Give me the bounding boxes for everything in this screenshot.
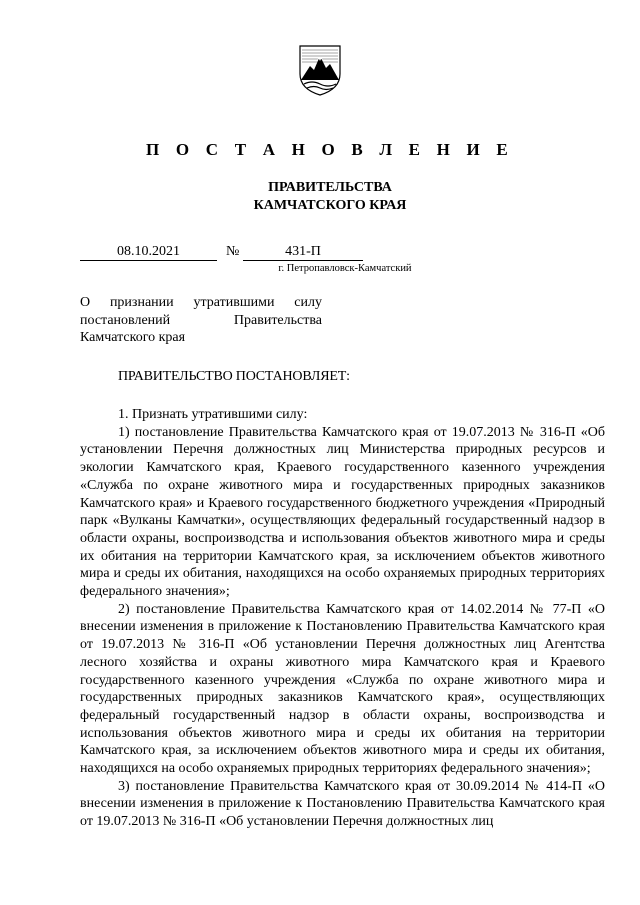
subject-line-3: Камчатского края bbox=[80, 330, 186, 345]
document-heading: П О С Т А Н О В Л Е Н И Е bbox=[146, 140, 514, 159]
document-date: 08.10.2021 bbox=[80, 243, 217, 261]
document-body bbox=[80, 406, 605, 831]
paragraph: 2) постановление Правительства Камчатского края от 14.02.2014 № 77-П «О внесении изменения в приложение к Постановлению Правительства Камчатского края от 19.07.2013 № 316-П «Об установлении Перечня должностных лиц Агентства лесного хозяйства и охраны животного мира Камчатского края и Краевого государственного казенного учреждения «Служба по охране животного мира и государственных природных заказников Камчатского края», осуществляющих федеральный государственный надзор в области охраны, воспроизводства и использования объектов животного мира и среды их обитания на территории Камчатского края, за исключением объектов животного мира и среды их обитания, находящихся на особо охраняемых природных территориях федерального значения»; bbox=[80, 601, 605, 777]
paragraph: 1) постановление Правительства Камчатского края от 19.07.2013 № 316-П «Об установлении Перечня должностных лиц Министерства природных ресурсов и экологии Камчатского края, Краевого государственного казенного учреждения «Служба по охране животного мира и государственных природных заказников Камчатского края» и Краевого государственного бюджетного учреждения «Природный парк «Вулканы Камчатки», осуществляющих федеральный государственный надзор в области охраны, воспроизводства и использования объектов животного мира и среды их обитания на территории Камчатского края, за исключением объектов животного мира и среды их обитания, находящихся на особо охраняемых природных территориях федерального значения»; bbox=[80, 424, 605, 600]
subject-line-2: постановлений Правительства bbox=[80, 312, 322, 328]
subject-line-1: О признании утратившими силу bbox=[80, 295, 322, 310]
paragraph: 3) постановление Правительства Камчатского края от 30.09.2014 № 414-П «О внесении изменения в приложение к Постановлению Правительства Камчатского края от 19.07.2013 № 316-П «Об установлении Перечня должностных лиц bbox=[80, 778, 605, 830]
government-line-1: ПРАВИТЕЛЬСТВА bbox=[268, 180, 392, 195]
number-sign: № bbox=[226, 244, 240, 259]
document-subject bbox=[80, 294, 322, 347]
government-line-2: КАМЧАТСКОГО КРАЯ bbox=[253, 198, 407, 213]
document-number: 431-П bbox=[243, 243, 363, 261]
document-place: г. Петропавловск-Камчатский bbox=[278, 263, 412, 274]
paragraph: 1. Признать утратившими силу: bbox=[118, 407, 308, 422]
coat-of-arms-icon bbox=[298, 44, 342, 96]
decree-statement: ПРАВИТЕЛЬСТВО ПОСТАНОВЛЯЕТ: bbox=[118, 369, 350, 384]
